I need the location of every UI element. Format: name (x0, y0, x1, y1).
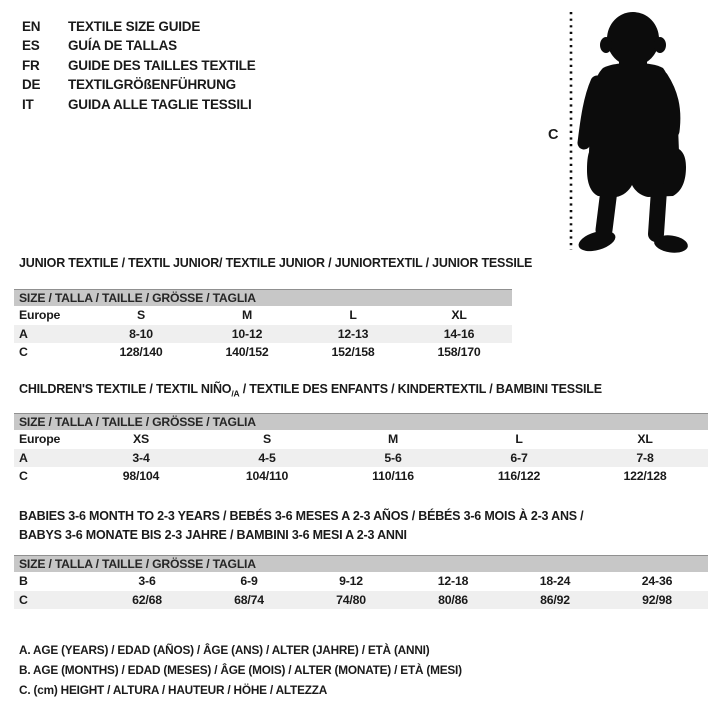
language-code: FR (22, 57, 40, 73)
children-heading-subscript: /A (231, 388, 240, 399)
language-title: TEXTILGRÖßENFÜHRUNG (68, 77, 236, 93)
size-cell: XL (637, 432, 653, 446)
size-cell: XL (451, 308, 467, 322)
babies-heading-line2: BABYS 3-6 MONATE BIS 2-3 JAHRE / BAMBINI 3-6 MESI A 2-3 ANNI (19, 527, 407, 542)
height-cell: 140/152 (225, 345, 269, 360)
size-cell: XS (132, 432, 149, 446)
row-label: A (19, 450, 28, 465)
height-cell: 152/158 (331, 345, 375, 360)
children-heading-suffix: / TEXTILE DES ENFANTS / KINDERTEXTIL / BAMBINI TESSILE (239, 382, 602, 396)
age-cell: 9-12 (339, 574, 363, 588)
height-cell: 86/92 (540, 592, 570, 607)
height-cell: 98/104 (122, 469, 160, 484)
language-row-fr (22, 56, 256, 75)
language-title: TEXTILE SIZE GUIDE (68, 19, 201, 34)
table-row (14, 591, 708, 610)
legend-notes (19, 640, 462, 700)
silhouette-leg-left (604, 190, 609, 230)
height-cell: 80/86 (438, 592, 468, 607)
age-cell: 6-7 (510, 450, 528, 465)
table-row (14, 306, 512, 325)
note-age-years: A. AGE (YEARS) / EDAD (AÑOS) / ÂGE (ANS) / ALTER (JAHRE) / ETÀ (ANNI) (19, 643, 430, 657)
height-cell: 92/98 (642, 592, 672, 607)
height-cell: 74/80 (336, 592, 366, 607)
language-row-it (22, 95, 256, 114)
language-code: IT (22, 96, 34, 112)
language-row-es (22, 36, 256, 55)
height-cell: 122/128 (623, 469, 667, 484)
toddler-silhouette (545, 0, 720, 255)
children-section-heading (19, 382, 602, 399)
size-table-header-band: SIZE / TALLA / TAILLE / GRÖSSE / TAGLIA (14, 289, 512, 306)
table-row (14, 343, 512, 362)
babies-section-heading (19, 507, 583, 544)
table-row (14, 325, 512, 344)
row-label: B (19, 574, 28, 588)
children-heading-prefix: CHILDREN'S TEXTILE / TEXTIL NIÑO (19, 382, 232, 396)
table-row (14, 572, 708, 591)
height-measure-label: C (548, 127, 559, 143)
height-cell: 68/74 (234, 592, 264, 607)
row-label: Europe (19, 308, 61, 322)
size-table-header-band: SIZE / TALLA / TAILLE / GRÖSSE / TAGLIA (14, 555, 708, 572)
language-title: GUIDA ALLE TAGLIE TESSILI (68, 96, 252, 112)
language-row-en (22, 17, 256, 36)
junior-size-table (14, 289, 512, 362)
age-cell: 12-18 (437, 574, 469, 588)
size-cell: M (241, 308, 253, 322)
language-code: EN (22, 19, 41, 34)
height-cell: 62/68 (132, 592, 162, 607)
height-cell: 128/140 (119, 345, 163, 360)
babies-size-table (14, 555, 708, 609)
note-age-months: B. AGE (MONTHS) / EDAD (MESES) / ÂGE (MOIS) / ALTER (MONATE) / ETÀ (MESI) (19, 663, 462, 677)
size-cell: S (136, 308, 145, 322)
age-cell: 6-9 (240, 574, 258, 588)
height-cell: 158/170 (437, 345, 481, 360)
age-cell: 18-24 (539, 574, 571, 588)
table-row (14, 449, 708, 468)
language-code: DE (22, 77, 41, 93)
age-cell: 10-12 (231, 326, 263, 341)
age-cell: 14-16 (443, 326, 475, 341)
row-label: C (19, 345, 28, 360)
row-label: C (19, 469, 28, 484)
children-size-table (14, 413, 708, 486)
row-label: A (19, 326, 28, 341)
size-cell: L (515, 432, 523, 446)
age-cell: 5-6 (384, 450, 402, 465)
size-cell: L (349, 308, 357, 322)
row-label: Europe (19, 432, 61, 446)
row-label: C (19, 592, 28, 607)
table-row (14, 467, 708, 486)
language-code: ES (22, 38, 40, 54)
size-table-header-band: SIZE / TALLA / TAILLE / GRÖSSE / TAGLIA (14, 413, 708, 430)
silhouette-leg-right (656, 190, 659, 234)
height-cell: 104/110 (245, 469, 289, 484)
age-cell: 3-6 (138, 574, 156, 588)
age-cell: 7-8 (636, 450, 654, 465)
note-height-cm: C. (cm) HEIGHT / ALTURA / HAUTEUR / HÖHE / ALTEZZA (19, 683, 328, 697)
age-cell: 8-10 (129, 326, 153, 341)
height-cell: 116/122 (497, 469, 541, 484)
language-title-list (22, 17, 256, 114)
age-cell: 24-36 (641, 574, 673, 588)
language-row-de (22, 75, 256, 94)
size-cell: M (387, 432, 399, 446)
babies-heading-line1: BABIES 3-6 MONTH TO 2-3 YEARS / BEBÉS 3-6 MESES A 2-3 AÑOS / BÉBÉS 3-6 MOIS À 2-3 ANS / (19, 509, 584, 523)
junior-section-heading: JUNIOR TEXTILE / TEXTIL JUNIOR/ TEXTILE JUNIOR / JUNIORTEXTIL / JUNIOR TESSILE (19, 256, 533, 270)
age-cell: 4-5 (258, 450, 276, 465)
table-row (14, 430, 708, 449)
size-cell: S (262, 432, 271, 446)
language-title: GUIDE DES TAILLES TEXTILE (68, 57, 256, 73)
height-cell: 110/116 (372, 469, 414, 484)
age-cell: 12-13 (337, 326, 369, 341)
silhouette-ear-left (600, 37, 612, 53)
silhouette-ear-right (654, 37, 666, 53)
language-title: GUÍA DE TALLAS (68, 38, 177, 54)
age-cell: 3-4 (132, 450, 150, 465)
